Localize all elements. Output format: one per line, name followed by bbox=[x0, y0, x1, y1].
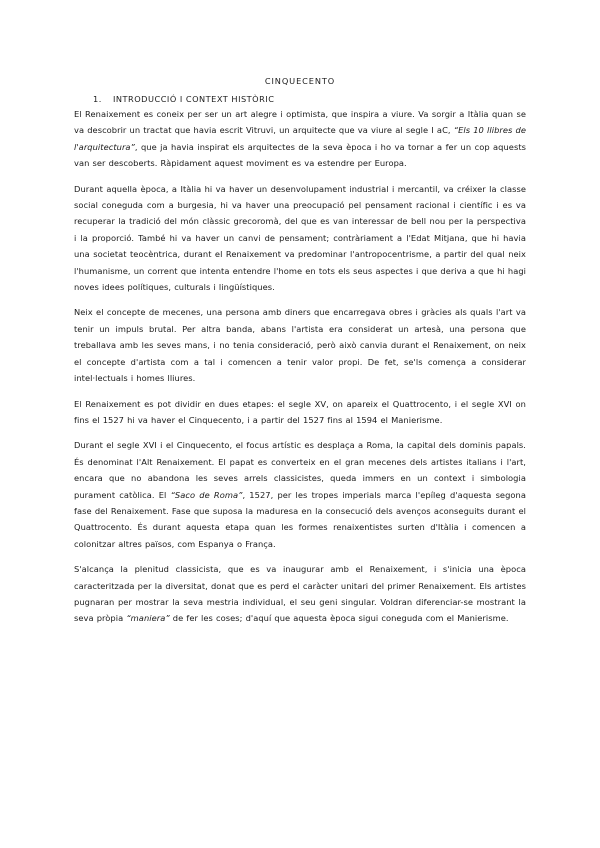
paragraph: Durant el segle XVI i el Cinquecento, el focus artístic es desplaça a Roma, la capital dels dominis papals. És denominat l'Alt Renaixement. El papat es converteix en el gran mecenes dels artistes italians i l'art, encara que no abandona les seves arrels classicistes, queda immers en un context i simbologia purament catòlica. El “Saco de Roma”, 1527, per les tropes imperials marca l'epíleg d'aquesta segona fase del Renaixement. Fase que suposa la maduresa en la consecució dels avenços aconseguits durant el Quattrocento. És durant aquesta etapa quan les formes renaixentistes surten d'Itàlia i comencen a colonitzar altres països, com Espanya o França. bbox=[74, 440, 526, 549]
paragraph: S'alcança la plenitud classicista, que es va inaugurar amb el Renaixement, i s'inicia una època caracteritzada per la diversitat, donat que es perd el caràcter unitari del primer Renaixement. Els artistes pugnaran per mostrar la seva mestria individual, el seu geni singular. Voldran diferenciar-se mostrant la seva pròpia “maniera” de fer les coses; d'aquí que aquesta època sigui coneguda com el Manierisme. bbox=[74, 564, 526, 624]
event-title: “Saco de Roma” bbox=[170, 489, 243, 500]
paragraph: El Renaixement es coneix per ser un art alegre i optimista, que inspira a viure. Va sorgir a Itàlia quan se va descobrir un tractat que havia escrit Vitruvi, un arquitecte que va viure al segle I aC, “Els 10 llibres de l'arquitectura”, que ja havia inspirat els arquitectes de la seva època i ho va tornar a fer un cop aquests van ser descoberts. Ràpidament aquest moviment es va estendre per Europa. bbox=[74, 109, 526, 169]
term-maniera: “maniera” bbox=[126, 613, 170, 624]
page-title: CINQUECENTO bbox=[264, 76, 336, 86]
paragraph: El Renaixement es pot dividir en dues etapes: el segle XV, on apareix el Quattrocento, i el segle XVI on fins el 1527 hi va haver el Cinquecento, i a partir del 1527 fins al 1594 el Manierisme. bbox=[74, 398, 526, 425]
paragraph: Durant aquella època, a Itàlia hi va haver un desenvolupament industrial i mercantil, va créixer la classe social coneguda com a burgesia, hi va haver una preocupació pel pensament racional i científic i es va recuperar la tradició del món clàssic grecoromà, del que es van interessar de bell nou per la perspectiva i la proporció. També hi va haver un canvi de pensament; contràriament a l'Edat Mitjana, que hi havia una societat teocèntrica, durant el Renaixement va predominar l'antropocentrisme, a partir del qual neix l'humanisme, un corrent que intenta entendre l'home en tots els seus aspectes i que deriva a que hi hagi noves idees polítiques, culturals i lingüístiques. bbox=[74, 183, 526, 293]
section-number: 1. bbox=[93, 94, 102, 104]
paragraph: Neix el concepte de mecenes, una persona amb diners que encarregava obres i gràcies als quals l'art va tenir un impuls brutal. Per altra banda, abans l'artista era considerat un artesà, una persona que treballava amb les seves mans, i no tenia consideració, però això canvia durant el Renaixement, on neix el concepte d'artista com a tal i comencen a tenir valor propi. De fet, se'ls comença a considerar intel·lectuals i homes lliures. bbox=[74, 307, 526, 384]
section-heading-text: INTRODUCCIÓ I CONTEXT HISTÒRIC bbox=[113, 94, 275, 104]
book-title: “Els 10 llibres de l'arquitectura” bbox=[74, 125, 526, 152]
section-heading bbox=[93, 94, 526, 104]
